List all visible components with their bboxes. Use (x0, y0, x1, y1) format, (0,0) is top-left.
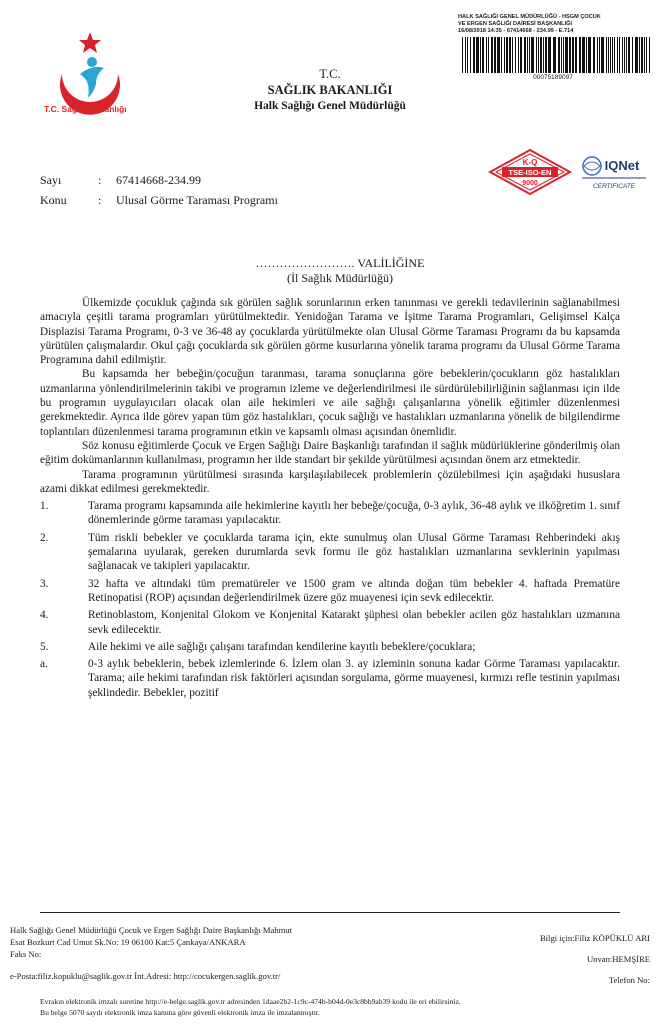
barcode-bar (626, 37, 627, 73)
barcode-bar (569, 37, 571, 73)
list-item (40, 657, 620, 700)
barcode-bar (497, 37, 500, 73)
barcode-bar (531, 37, 534, 73)
list-item-number: 3. (40, 577, 49, 590)
barcode-number: 00075189097 (533, 74, 573, 81)
list-item-text: Retinoblastom, Konjenital Glokom ve Konjenital Katarakt şüphesi olan bebekler acilen göz hastalıkları uzmanına sevk edilecektir. (88, 609, 620, 636)
kq-bot-text: 9000 (522, 180, 538, 187)
logo-text: T.C. Sağlık Bakanlığı (44, 104, 127, 114)
barcode-bar (561, 37, 562, 73)
footer-address-1: Halk Sağlığı Genel Müdürlüğü Çocuk ve Ergen Sağlığı Daire Başkanlığı Mahmut (10, 925, 292, 935)
barcode-bar (646, 37, 647, 73)
footer-fax: Faks No: (10, 949, 42, 959)
barcode-bar (520, 37, 522, 73)
letterhead (180, 66, 480, 114)
list-item-number: 4. (40, 609, 49, 622)
list-item-number: 1. (40, 500, 49, 513)
barcode-bar (586, 37, 587, 73)
barcode-bar (529, 37, 530, 73)
kq-mid-text: TSE-ISO-EN (508, 168, 552, 177)
barcode-bar (480, 37, 481, 73)
barcode-bar (515, 37, 516, 73)
barcode-block (458, 14, 654, 81)
barcode-bar (601, 37, 604, 73)
barcode-bar (617, 37, 618, 73)
paragraph-2: Bu kapsamda her bebeğin/çocuğun taranması, tarama sonuçlarına göre bebeklerin/çocukların göz hastalıkları uzmanlarına yönlendirilmelerinin takibi ve programın izleme ve değerlendirilmesi ile sürdürülebilirliğinin sağlanması için ilde bu programın uygulayıcıları olacak olan aile hekimleri ve aile sağlığı çalışanlarına yönelik eğitimler düzenlenmesi gerekmektedir. Ayrıca ilde görev yapan tüm göz hastalıkları, çocuk sağlığı ve hastalıkları uzmanlarına yönelik de bilgilendirme toplantıları düzenlenmesi tarama programının etkin ve kapsamlı olması açısından önemlidir. (40, 368, 620, 438)
iqnet-cert-icon (578, 150, 650, 198)
footer-contact (10, 924, 390, 982)
barcode-bar (476, 37, 479, 73)
footer-note-1: Evrakın elektronik imzalı suretine http://e-belge.saglik.gov.tr adresinden 1daae2b2-1c9c-474b-b04d-0e3c8bb9ab39 kodu ile eri ebilirsiniz. (40, 997, 461, 1006)
barcode-bar (467, 37, 468, 73)
letterhead-tc: T.C. (319, 67, 341, 81)
footer-address-2: Esat Bozkurt Cad Umut Sk.No: 19 06100 Kat:5 Çankaya/ANKARA (10, 937, 246, 947)
barcode-bar (579, 37, 581, 73)
barcode-bar (545, 37, 547, 73)
barcode-bar (494, 37, 496, 73)
letterhead-directorate: Halk Sağlığı Genel Müdürlüğü (254, 100, 406, 112)
barcode-bar (624, 37, 625, 73)
barcode-bar (610, 37, 611, 73)
barcode-bar (565, 37, 568, 73)
list-item-text: 0-3 aylık bebeklerin, bebek izlemlerinde 6. İzlem olan 3. ay izleminin sonuna kadar Görme Taraması yapılacaktır. Tarama; aile hekimi tarafından risk faktörleri açısından sorgulama, görme muayenesi, kırmızı refle testinin yapılması şeklindedir. Bebekler, pozitif (88, 658, 620, 699)
list-item (40, 608, 620, 637)
barcode-bar (518, 37, 519, 73)
barcode-bar (608, 37, 609, 73)
barcode-bar (548, 37, 551, 73)
barcode-bar (504, 37, 505, 73)
kq-top-text: K-Q (522, 158, 538, 167)
addressee-line-1: ……………………. VALİLİĞİNE (255, 256, 425, 270)
barcode-bar (509, 37, 511, 73)
barcode-bar (470, 37, 471, 73)
letter-body (40, 296, 620, 700)
barcode-bar (622, 37, 623, 73)
list-item-text: 32 hafta ve altındaki tüm prematüreler ve 1500 gram ve altında doğan tüm bebekler 4. haftada Prematüre Retinopatisi (ROP) açısından değerlendirilmek üzere göz muayenesi için sevk edilecektir. (88, 577, 620, 604)
barcode-bar (482, 37, 484, 73)
konu-label: Konu (40, 193, 67, 207)
list-item-text: Aile hekimi ve aile sağlığı çalışanı tarafından kendilerine kayıtlı bebeklere/çocuklara; (88, 640, 476, 653)
barcode-bar (538, 37, 539, 73)
barcode-bar (606, 37, 607, 73)
addressee (160, 256, 520, 286)
barcode-bar (536, 37, 537, 73)
barcode-bar (632, 37, 633, 73)
list-item-number: 2. (40, 531, 49, 544)
barcode-bar (473, 37, 475, 73)
footer-info-person: Bilgi için:Filiz KÖPÜKLÜ ARI (539, 933, 650, 943)
iqnet-sub-text: CERTIFICATE (592, 183, 636, 190)
list-item (40, 499, 620, 528)
list-item-number: a. (40, 658, 48, 671)
list-item (40, 640, 620, 654)
barcode-bar (593, 37, 595, 73)
footer-title: Unvan:HEMŞİRE (586, 954, 650, 964)
list-item-text: Tarama programı kapsamında aile hekimlerine kayıtlı her bebeğe/çocuğa, 0-3 aylık, 36-48 aylık ve ilköğretim 1. sınıf dönemlerinde görme taraması yapılacaktır. (88, 500, 620, 527)
barcode-icon (462, 37, 652, 73)
footer-email: e-Posta:filiz.kopuklu@saglik.gov.tr İnt.Adresi: http://cocukergen.saglik.gov.tr/ (10, 971, 281, 981)
footer-divider (40, 912, 620, 913)
barcode-bar (575, 37, 577, 73)
barcode-bar (465, 37, 466, 73)
barcode-bar (558, 37, 560, 73)
barcode-bar (491, 37, 493, 73)
paragraph-1: Ülkemizde çocukluk çağında sık görülen sağlık sorunlarının erken tanınması ve gerekli tedavilerinin sağlanabilmesi amacıyla çeşitli tarama programları yürütülmektedir. Yenidoğan Tarama ve İşitme Tarama Programları, Gelişimsel Kalça Displazisi Tarama Programı, 0-3 ve 36-48 ay çocuklarda yürütülmekte olan Ulusal Görme Taraması Programı da bu kapsamda yürütülen çalışmalardır. Okul çağı çocuklarda sık görülen görme kusurlarına yönelik tarama programı da Ulusal Görme Tarama Programına dahil edilmiştir. (40, 297, 620, 367)
paragraph-4: Tarama programının yürütülmesi sırasında karşılaşılabilecek problemlerin çözülebilmesi için aşağıdaki hususlara azami dikkat edilmesi gerekmektedir. (40, 468, 620, 495)
barcode-bar (588, 37, 591, 73)
list-item (40, 531, 620, 574)
barcode-bar (582, 37, 585, 73)
footer-info (450, 932, 650, 995)
sayi-colon: : (98, 173, 102, 187)
barcode-bar (644, 37, 645, 73)
barcode-bar (563, 37, 564, 73)
barcode-bar (597, 37, 598, 73)
konu-value: Ulusal Görme Taraması Programı (116, 193, 278, 207)
barcode-bar (512, 37, 513, 73)
barcode-bar (540, 37, 542, 73)
barcode-bar (641, 37, 643, 73)
paragraph-3: Söz konusu eğitimlerde Çocuk ve Ergen Sağlığı Daire Başkanlığı tarafından il sağlık müdürlüklerine gönderilmiş olan eğitim dokümanlarının kullanılması, programın her ilde standart bir şekilde yürütülmesi açısından önem arz etmektedir. (40, 439, 620, 467)
barcode-bar (524, 37, 526, 73)
barcode-bar (649, 37, 650, 73)
barcode-bar (506, 37, 508, 73)
barcode-bar (462, 37, 463, 73)
iqnet-text: IQNet (604, 158, 640, 173)
list-item-text: Tüm riskli bebekler ve çocuklarda tarama için, ekte sunulmuş olan Ulusal Görme Taraması Rehberindeki akış şemalarına uyularak, gereken durumlarda sevk formu ile göz hastalıkları uzmanlarına sevklerinin yapılması sağlanacak ve takipleri yapılacaktır. (88, 531, 620, 573)
document-meta (40, 170, 278, 210)
meta-konu (40, 190, 278, 210)
barcode-bar (501, 37, 502, 73)
barcode-bar (527, 37, 528, 73)
barcode-bar (572, 37, 574, 73)
barcode-bar (543, 37, 544, 73)
sayi-label: Sayı (40, 173, 62, 187)
addressee-line-2: (İl Sağlık Müdürlüğü) (287, 271, 393, 285)
letterhead-ministry: SAĞLIK BAKANLIĞI (267, 83, 393, 97)
barcode-bar (619, 37, 620, 73)
barcode-bar (553, 37, 556, 73)
barcode-line-3: 16/08/2018 14:35 - 67414668 - 234.99 - E.714 (458, 28, 574, 34)
barcode-bar (612, 37, 613, 73)
footer-note-2: Bu belge 5070 sayılı elektronik imza kanuna göre güvenli elektronik imza ile imzalanmıştır. (40, 1008, 320, 1017)
barcode-bar (486, 37, 487, 73)
barcode-bar (635, 37, 638, 73)
barcode-bar (639, 37, 640, 73)
barcode-bar (628, 37, 630, 73)
footer-e-signature-note (40, 996, 640, 1018)
list-item-number: 5. (40, 640, 49, 653)
barcode-line-2: VE ERGEN SAĞLIĞI DAİRESİ BAŞKANLIĞI (458, 21, 573, 27)
footer-phone: Telefon No: (608, 975, 650, 985)
tse-iso-cert-icon (488, 148, 572, 196)
barcode-bar (488, 37, 489, 73)
barcode-bar (614, 37, 615, 73)
sayi-value: 67414668-234.99 (116, 173, 201, 187)
list-item (40, 577, 620, 606)
barcode-line-1: HALK SAĞLIĞI GENEL MÜDÜRLÜĞÜ - HSGM ÇOCUK (458, 14, 601, 20)
barcode-bar (599, 37, 600, 73)
meta-sayi (40, 170, 278, 190)
konu-colon: : (98, 193, 102, 207)
